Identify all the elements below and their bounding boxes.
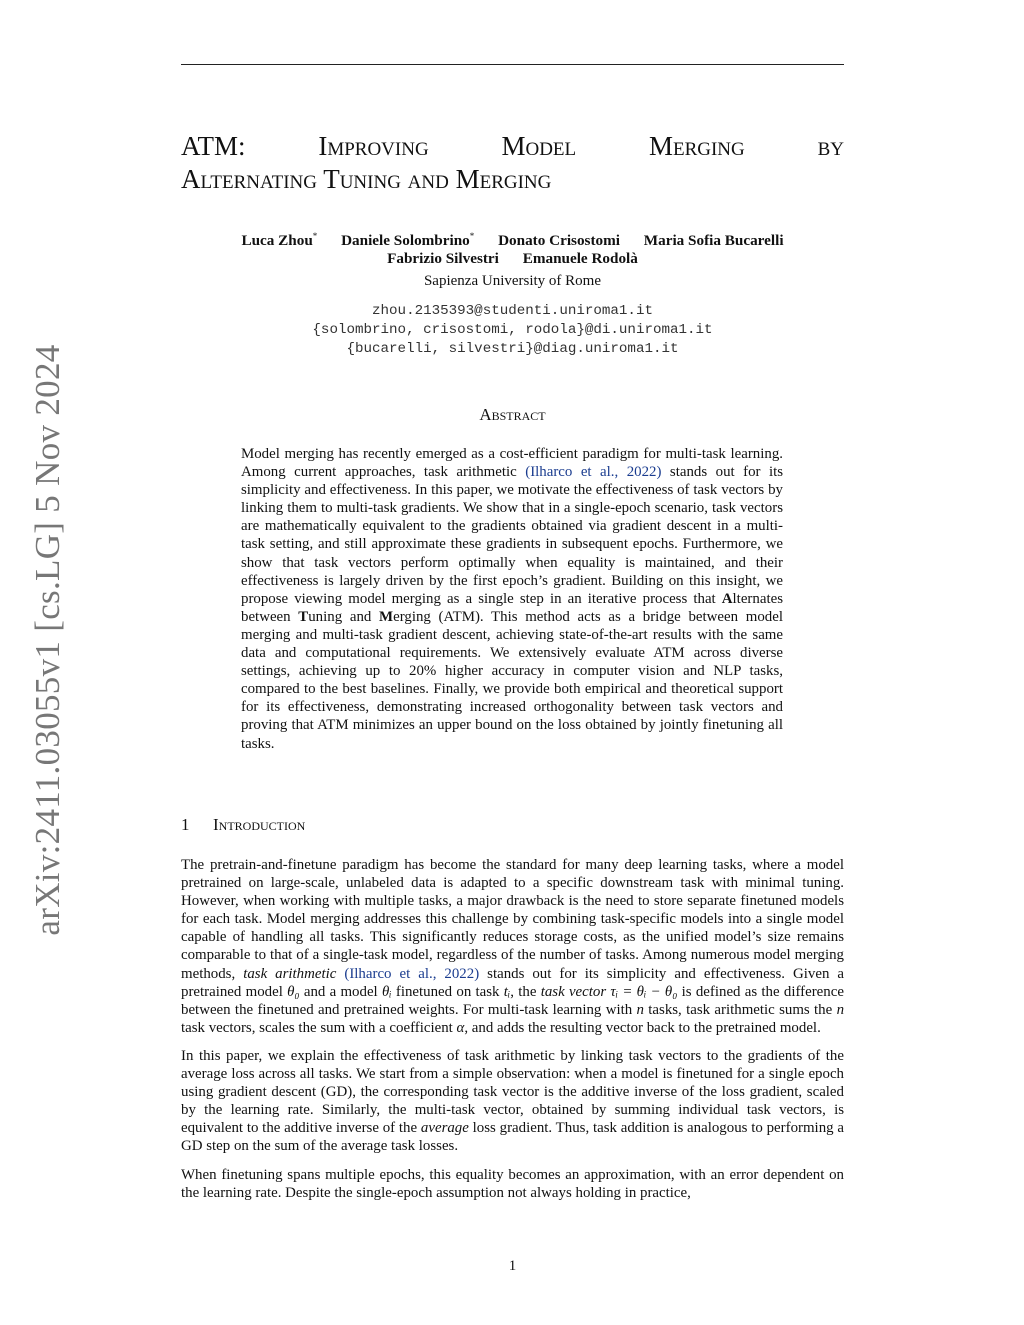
title-line-2: Alternating Tuning and Merging [181,164,552,194]
email-line: zhou.2135393@studenti.uniroma1.it [372,303,653,319]
email-line: {solombrino, crisostomi, rodola}@di.uniroma1.it [312,322,713,338]
text-run: The pretrain-and-finetune paradigm has become the standard for many deep learning tasks, where a model pretrained on large-scale, unlabeled data is adapted to a specific downstream task with minimal tuning. However, when working with multiple tasks, a major drawback is the need to store separate finetuned models for each task. Model merging addresses this challenge by combining task-specific models into a single model capable of handling all tasks. This significantly reduces storage costs, as the unified model’s size remains comparable to that of a single-task model, regardless of the number of tasks. Among numerous model merging methods, [181,857,844,982]
text-run: tasks, task arithmetic sums the [643,1001,837,1018]
equal-contribution-mark: * [469,231,475,241]
math-symbol: α [456,1019,465,1036]
title-word: Model [501,131,577,161]
introduction-body [181,856,844,1212]
text-run: When finetuning spans multiple epochs, this equality becomes an approximation, with an error dependent on the learning rate. Despite the single-epoch assumption not always holding in practice, [181,1166,844,1201]
title-line-1 [181,130,844,163]
equal-contribution-mark: * [312,231,318,241]
author-row-2 [181,250,844,268]
acronym-letter: T [298,608,309,625]
abstract-text: erging (ATM). This method acts as a bridge between model merging and multi-task gradient descent, achieving state-of-the-art results with the same data and computational requirements. We extensively evaluate ATM across diverse settings, achieving up to 20% higher accuracy in computer vision and NLP tasks, compared to the best baselines. Finally, we provide both empirical and theoretical support for its effectiveness, demonstrating increased orthogonality between task vectors and proving that ATM minimizes an upper bound on the loss obtained by jointly finetuning all tasks. [241,608,783,752]
paragraph [181,1166,844,1202]
author-list [181,227,844,268]
author-name: Donato Crisostomi [498,232,620,250]
citation-link[interactable]: (Ilharco et al., 2022) [525,464,662,481]
text-run: finetuned on task [391,983,504,1000]
text-run: , the [510,983,541,1000]
abstract-text: stands out for its simplicity and effectiveness. In this paper, we motivate the effectiveness of task vectors by linking them to multi-task gradients. We show that in a single-epoch scenario, task vectors are mathematically equivalent to the gradients obtained via gradient descent in a multi-task setting, and still approximate these gradients in subsequent epochs. Furthermore, we show that task vectors perform optimally when equality is maintained, and their effectiveness is largely driven by the first epoch’s gradient. Building on this insight, we propose viewing model merging as a single step in an iterative process that [241,464,784,607]
text-run: and a model [299,983,382,1000]
author-row-1 [181,227,844,250]
acronym-letter: A [721,590,733,607]
math-symbol: n [836,1001,845,1018]
text-run: loss gradient. Thus, task addition is analogous to performing a GD step on the sum of the average task losses. [181,1120,844,1155]
email-line: {bucarelli, silvestri}@diag.uniroma1.it [346,341,679,357]
emphasis: average [420,1120,469,1137]
paper-title [181,130,844,196]
author-name: Fabrizio Silvestri [387,250,499,268]
math-symbol: θᵢ [381,983,392,1000]
abstract-heading: Abstract [479,405,546,424]
abstract-text: uning and [308,608,380,625]
section-heading [181,815,305,835]
paragraph [181,1047,844,1156]
section-number: 1 [181,815,190,834]
title-word: Improving [318,131,429,161]
top-rule [181,64,844,65]
author-name: Emanuele Rodolà [522,250,638,268]
section-title: Introduction [213,815,306,834]
title-word: Merging [648,131,745,161]
math-equation: τᵢ = θᵢ − θ₀ [610,983,678,1000]
email-block [181,302,844,359]
text-run: task vectors, scales the sum with a coefficient [181,1019,457,1036]
title-word: ATM: [181,131,246,161]
math-symbol: n [636,1001,644,1018]
abstract-text: Model merging has recently emerged as a cost-efficient paradigm for multi-task learning. Among current approaches, task arithmetic [241,446,783,481]
paragraph [181,856,844,1037]
arxiv-stamp: arXiv:2411.03055v1 [cs.LG] 5 Nov 2024 [28,344,67,936]
abstract-text: lternates between [241,590,783,625]
text-run: is defined as the difference between the finetuned and pretrained weights. For multi-task learning with [181,983,844,1018]
citation-link[interactable]: (Ilharco et al., 2022) [344,965,480,982]
math-symbol: tᵢ [503,983,511,1000]
text-run: , and adds the resulting vector back to the pretrained model. [464,1019,821,1036]
author-name: Maria Sofia Bucarelli [643,232,784,250]
emphasis: task vector [540,983,607,1000]
affiliation: Sapienza University of Rome [423,273,602,289]
text-run: stands out for its simplicity and effectiveness. Given a pretrained model [181,965,844,1000]
page-number: 1 [508,1258,517,1274]
author-name: Luca Zhou [241,232,313,250]
author-name: Daniele Solombrino [341,232,470,250]
acronym-letter: M [379,608,394,625]
title-word: by [817,131,844,161]
math-symbol: θ₀ [287,983,300,1000]
emphasis: task arithmetic [243,965,337,982]
abstract-body [241,445,783,753]
text-run: In this paper, we explain the effectiveness of task arithmetic by linking task vectors to the gradients of the average loss across all tasks. We start from a simple observation: when a model is finetuned for a single epoch using gradient descent (GD), the corresponding task vector is the additive inverse of the loss gradient, scaled by the learning rate. Similarly, the multi-task vector, obtained by summing individual task vectors, is equivalent to the additive inverse of the [181,1047,844,1137]
